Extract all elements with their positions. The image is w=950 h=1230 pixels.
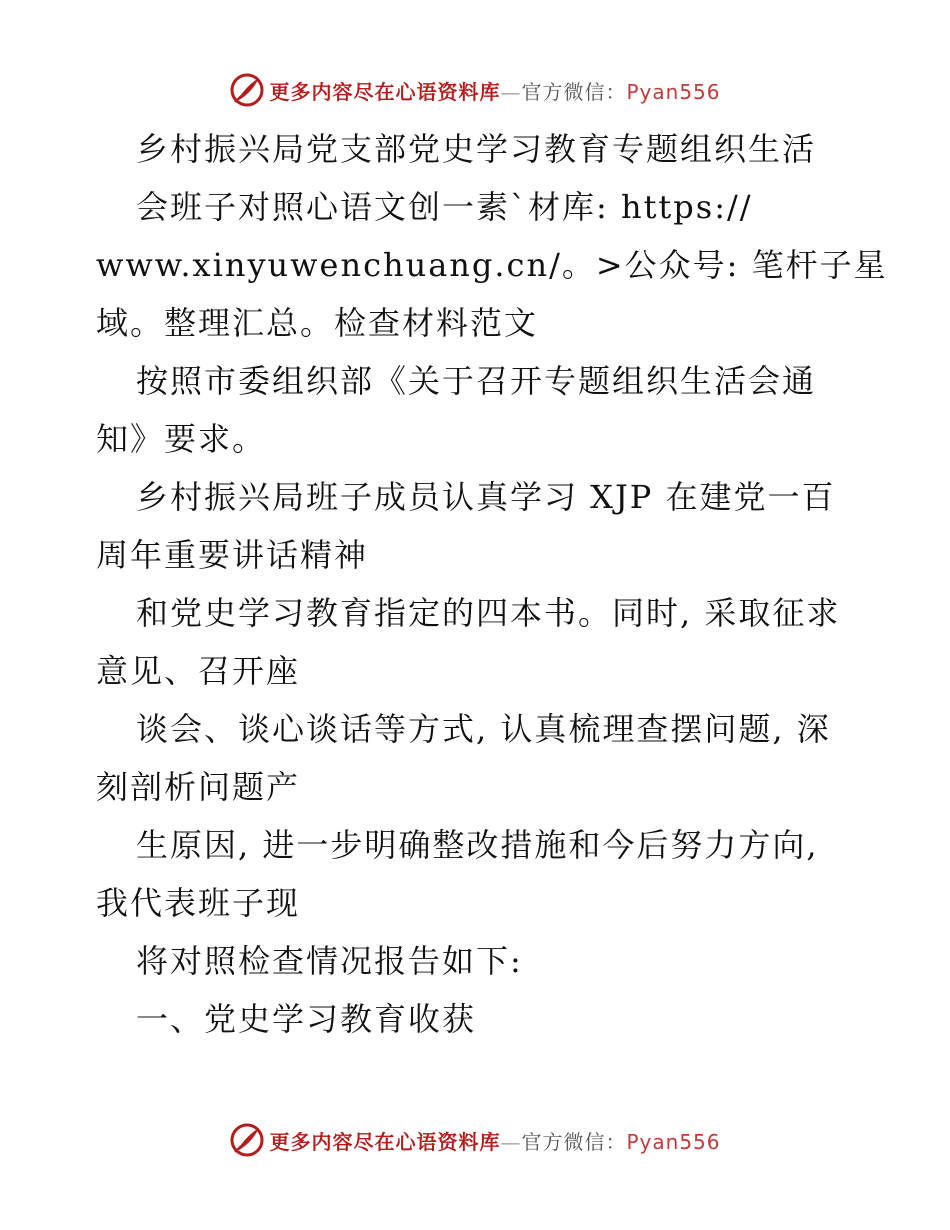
paragraph-line: 意见、召开座 — [96, 652, 301, 690]
section-heading: 一、党史学习教育收获 — [136, 1000, 477, 1038]
paragraph-line: 按照市委组织部《关于召开专题组织生活会通 — [136, 362, 817, 400]
title-line-4: 域。整理汇总。检查材料范文 — [96, 304, 539, 342]
title-line-2: 会班子对照心语文创一素`材库: https:// — [136, 188, 753, 226]
footer-watermark — [0, 1120, 950, 1160]
paragraph-line: 周年重要讲话精神 — [96, 536, 369, 574]
paragraph-line: 乡村振兴局班子成员认真学习 XJP 在建党一百 — [136, 478, 836, 516]
paragraph-line: 我代表班子现 — [96, 884, 301, 922]
document-body — [96, 120, 888, 1048]
paragraph-line: 和党史学习教育指定的四本书。同时, 采取征求 — [136, 594, 841, 632]
paragraph-line: 生原因, 进一步明确整改措施和今后努力方向, — [136, 826, 819, 864]
title-line-3: www.xinyuwenchuang.cn/。>公众号: 笔杆子星 — [96, 246, 888, 284]
paragraph-line: 将对照检查情况报告如下: — [136, 942, 523, 980]
header-watermark — [0, 70, 950, 110]
watermark-text: 更多内容尽在心语资料库—官方微信：Pyan556 — [269, 1129, 721, 1154]
paragraph-line: 刻剖析问题产 — [96, 768, 301, 806]
paragraph-line: 知》要求。 — [96, 420, 267, 458]
feather-pen-logo-icon — [229, 1122, 265, 1158]
feather-pen-logo-icon — [229, 72, 265, 108]
paragraph-line: 谈会、谈心谈话等方式, 认真梳理查摆问题, 深 — [136, 710, 831, 748]
watermark-text: 更多内容尽在心语资料库—官方微信：Pyan556 — [269, 79, 721, 104]
title-line-1: 乡村振兴局党支部党史学习教育专题组织生活 — [136, 130, 817, 168]
